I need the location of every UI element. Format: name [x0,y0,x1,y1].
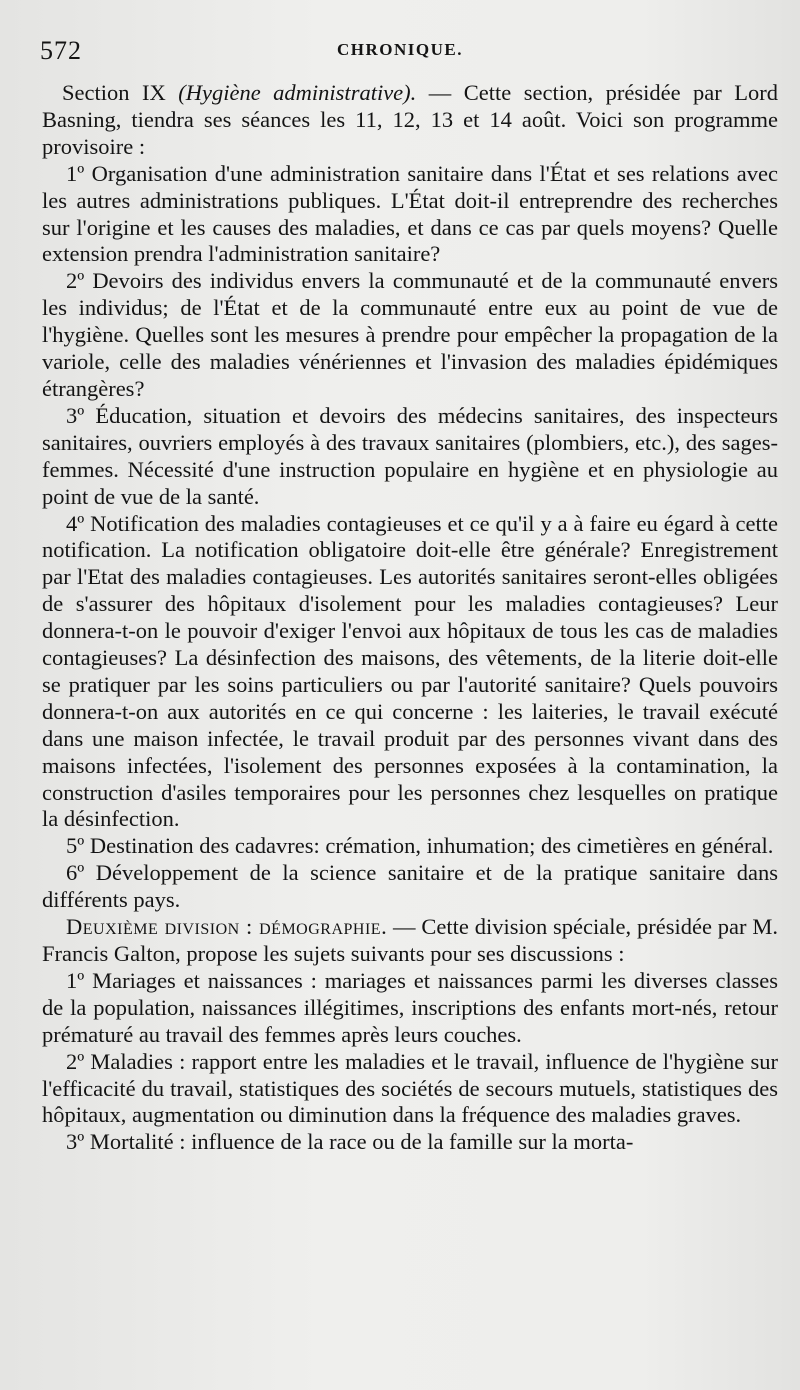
division-item-1: 1º Mariages et naissances : mariages et naissances parmi les diverses classes de la population, naissances illégitimes, inscriptions des enfants mort-nés, retour prématuré au travail des femmes après leurs couches. [42,967,778,1047]
page-number: 572 [40,36,82,65]
page-body [42,80,778,1156]
division-item-3: 3º Mortalité : influence de la race ou de la famille sur la morta- [66,1129,634,1155]
division-intro-paragraph [42,914,778,968]
section-title: (Hygiène administrative). [178,80,417,105]
section-label: Section IX [62,80,166,105]
section-item-5: 5º Destination des cadavres: crémation, inhumation; des cimetières en général. [66,833,774,859]
section-intro-text: — Cette section, présidée par Lord Basning, tiendra ses séances les 11, 12, 13 et 14 août. Voici son programme provisoire : [42,80,779,159]
running-title: CHRONIQUE. [337,40,463,59]
division-intro-text: — Cette division spéciale, présidée par M. Francis Galton, propose les sujets suivants pour ses discussions : [42,914,778,966]
section-item-1: 1º Organisation d'une administration sanitaire dans l'État et ses relations avec les autres administrations publiques. L'État doit-il entreprendre des recherches sur l'origine et les causes des maladies, et dans ce cas par quels moyens? Quelle extension prendra l'administration sanitaire? [42,160,778,267]
section-intro-paragraph [42,80,778,161]
section-item-2: 2º Devoirs des individus envers la communauté et de la communauté envers les individus; de l'État et de la communauté entre eux au point de vue de l'hygiène. Quelles sont les mesures à prendre pour empêcher la propagation de la variole, celle des maladies vénériennes et l'invasion des maladies épidémiques étrangères? [42,268,778,401]
page-header [40,36,760,66]
division-item-2: 2º Maladies : rapport entre les maladies et le travail, influence de l'hygiène sur l'efficacité du travail, statistiques des sociétés de secours mutuels, statistiques des hôpitaux, augmentation ou diminution dans la fréquence des maladies graves. [42,1048,778,1128]
section-item-4: 4º Notification des maladies contagieuses et ce qu'il y a à faire eu égard à cette notification. La notification obligatoire doit-elle être générale? Enregistrement par l'Etat des maladies contagieuses. Les autorités sanitaires seront-elles obligées de s'assurer des hôpitaux d'isolement pour les maladies contagieuses? Leur donnera-t-on le pouvoir d'exiger l'envoi aux hôpitaux de tous les cas de maladies contagieuses? La désinfection des maisons, des vêtements, de la literie doit-elle se pratiquer par les soins particuliers ou par l'autorité sanitaire? Quels pouvoirs donnera-t-on aux autorités en ce qui concerne : les laiteries, le travail exécuté dans une maison infectée, le travail produit par des personnes vivant dans des maisons infectées, l'isolement des personnes exposées à la contamination, la construction d'asiles temporaires pour les personnes chez lesquelles on pratique la désinfection. [42,510,778,832]
division-label: Deuxième division : démographie. [66,914,388,940]
section-item-6: 6º Développement de la science sanitaire et de la pratique sanitaire dans différents pays. [42,860,778,913]
section-item-3: 3º Éducation, situation et devoirs des médecins sanitaires, des inspecteurs sanitaires, ouvriers employés à des travaux sanitaires (plombiers, etc.), des sages-femmes. Nécessité d'une instruction populaire en hygiène et en physiologie au point de vue de la santé. [42,402,778,509]
